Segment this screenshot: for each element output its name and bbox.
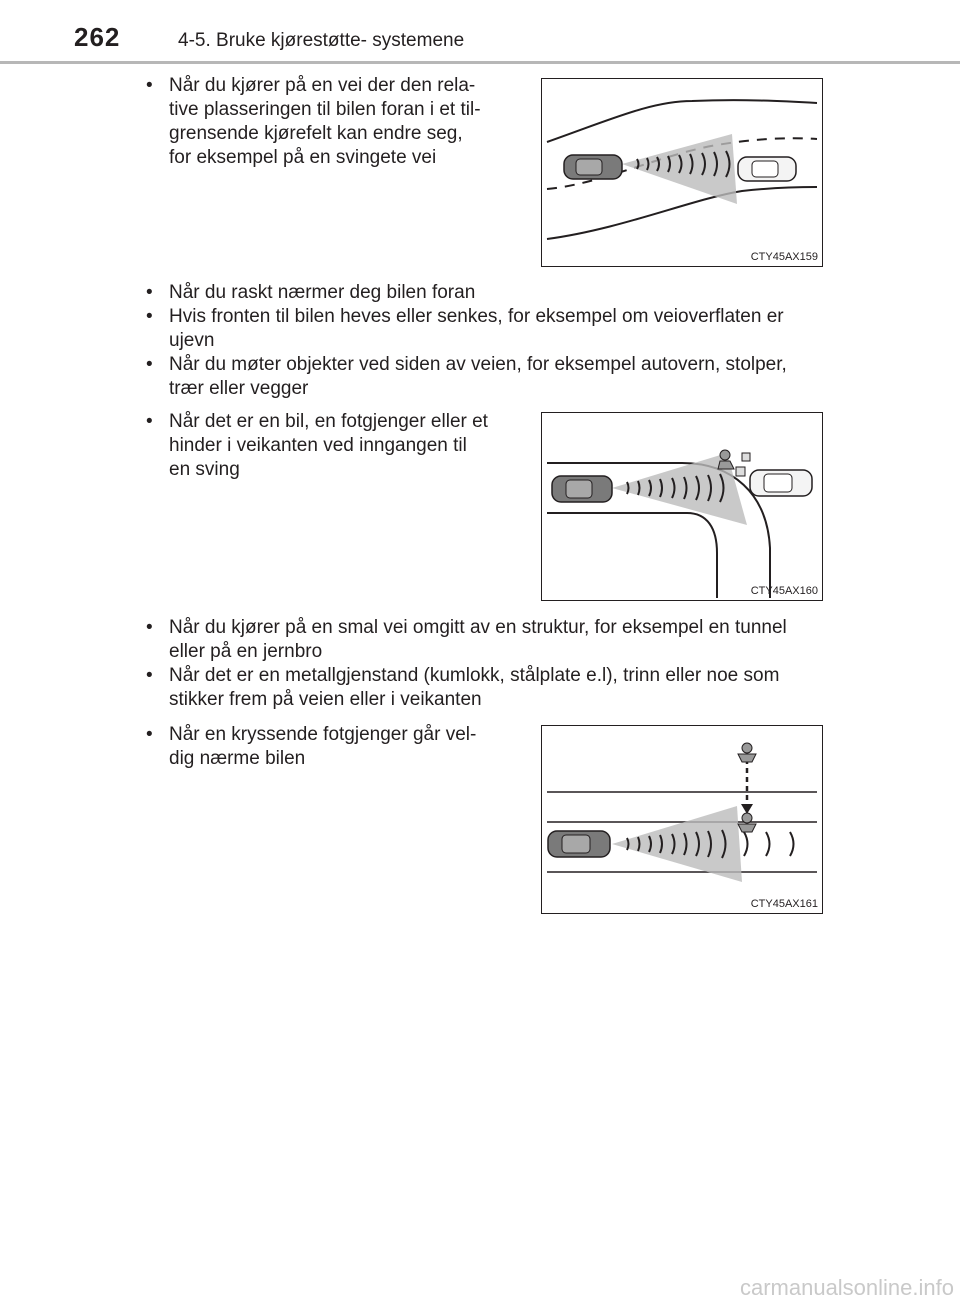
bullet-line: grensende kjørefelt kan endre seg, [169,123,463,144]
bullet-approaching-fast [146,281,846,305]
bullet-line: Når det er en bil, en fotgjenger eller et [169,411,488,432]
page-number: 262 [74,22,121,52]
crossing-pedestrian-illustration [542,726,822,913]
bullet-marker: • [146,665,153,686]
bullet-line: stikker frem på veien eller i veikanten [169,689,482,710]
figure-curve-entrance [541,412,823,601]
figure-winding-road [541,78,823,267]
bullet-line: Når en kryssende fotgjenger går vel- [169,724,477,745]
bullet-line: Når du kjører på en smal vei omgitt av en struktur, for eksempel en tunnel [169,617,787,638]
bullet-marker: • [146,282,153,303]
bullet-marker: • [146,724,153,745]
own-car-icon [548,831,610,857]
bullet-line: Når det er en metallgjenstand (kumlokk, stålplate e.l), trinn eller noe som [169,665,780,686]
figure-code: CTY45AX161 [750,898,818,910]
bullet-line: eller på en jernbro [169,641,323,662]
winding-road-illustration [542,79,822,266]
figure-code: CTY45AX160 [750,585,818,597]
bullet-line: Når du kjører på en vei der den rela- [169,75,476,96]
bullet-winding-road [146,74,518,170]
figure-crossing-pedestrian [541,725,823,914]
figure-code: CTY45AX159 [750,251,818,263]
bullet-line: en sving [169,459,240,480]
bullet-uneven-road [146,305,846,353]
bullet-marker: • [146,306,153,327]
obstacle-icon [736,453,750,476]
bullet-line: dig nærme bilen [169,748,306,769]
bullet-line: Når du raskt nærmer deg bilen foran [169,282,476,303]
bullet-line: for eksempel på en svingete vei [169,147,437,168]
bullet-line: hinder i veikanten ved inngangen til [169,435,467,456]
bullet-line: ujevn [169,330,215,351]
parked-car-icon [750,470,812,496]
curve-entrance-illustration [542,413,822,600]
own-car-icon [552,476,612,502]
bullet-metal-objects [146,664,846,712]
bullet-marker: • [146,617,153,638]
bullet-marker: • [146,411,153,432]
bullet-line: tive plasseringen til bilen foran i et til- [169,99,481,120]
bullet-marker: • [146,75,153,96]
preceding-car-icon [738,157,796,181]
header-divider [0,61,960,64]
bullet-roadside-objects [146,353,846,401]
bullet-line: Når du møter objekter ved siden av veien, for eksempel autovern, stolper, [169,354,787,375]
own-car-icon [564,155,622,179]
bullet-marker: • [146,354,153,375]
page-header [0,0,960,64]
section-title: 4-5. Bruke kjørestøtte- systemene [178,30,465,51]
bullet-line: Hvis fronten til bilen heves eller senkes, for eksempel om veioverflaten er [169,306,784,327]
watermark[interactable]: carmanualsonline.info [739,1275,954,1300]
pedestrian-start-icon [738,743,756,762]
bullet-crossing-pedestrian [146,723,518,771]
bullet-narrow-road [146,616,846,664]
bullet-curve-entrance [146,410,518,482]
bullet-line: trær eller vegger [169,378,309,399]
